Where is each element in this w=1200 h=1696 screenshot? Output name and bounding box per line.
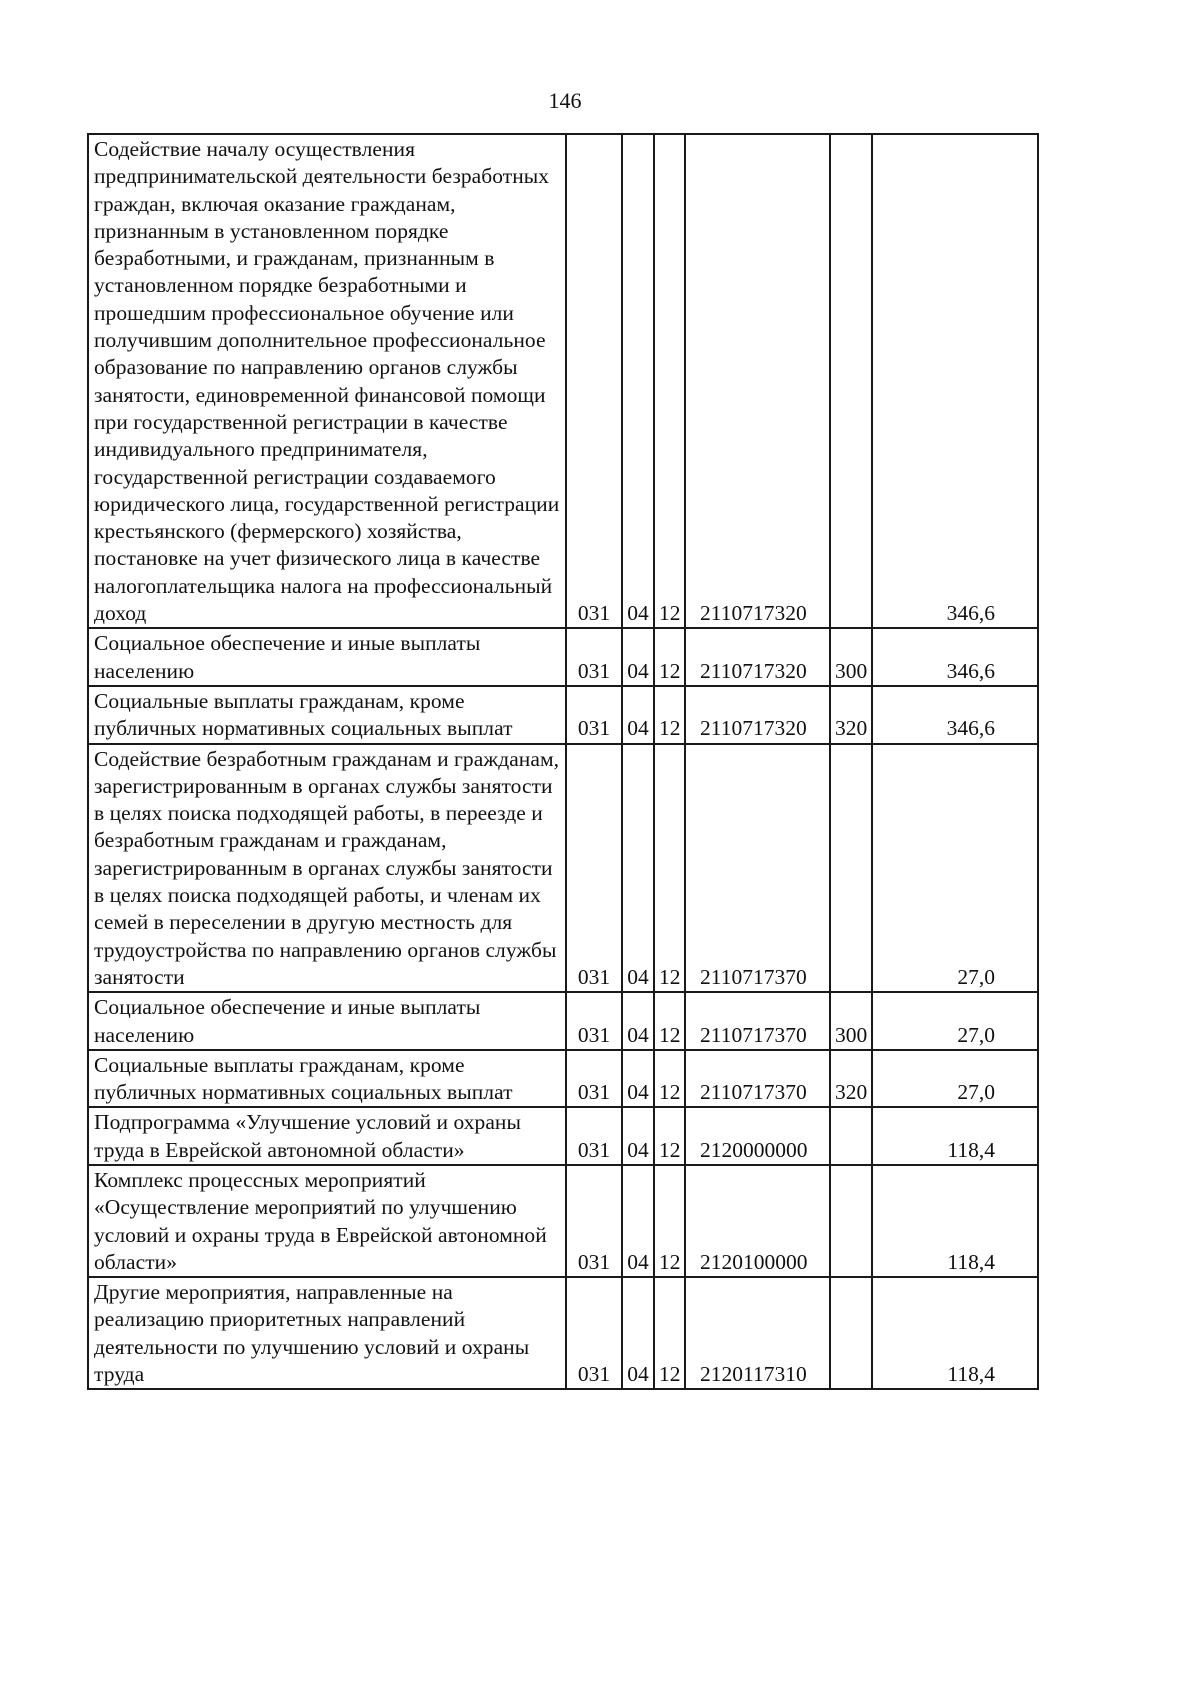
target-article-code: 2110717320 xyxy=(685,686,830,744)
amount: 27,0 xyxy=(872,1050,1038,1108)
table-row xyxy=(88,1165,1038,1277)
ved-code: 031 xyxy=(566,1107,622,1165)
amount: 118,4 xyxy=(872,1107,1038,1165)
target-article-code: 2110717320 xyxy=(685,628,830,686)
ved-code: 031 xyxy=(566,1050,622,1108)
target-article-code: 2120117310 xyxy=(685,1277,830,1389)
expense-type-code xyxy=(830,744,872,993)
subsection-code: 12 xyxy=(654,1277,685,1389)
expense-type-code xyxy=(830,134,872,628)
ved-code: 031 xyxy=(566,992,622,1050)
target-article-code: 2110717320 xyxy=(685,134,830,628)
section-code: 04 xyxy=(622,1107,654,1165)
amount: 346,6 xyxy=(872,134,1038,628)
section-code: 04 xyxy=(622,134,654,628)
table-row xyxy=(88,134,1038,628)
section-code: 04 xyxy=(622,992,654,1050)
expense-type-code xyxy=(830,1107,872,1165)
section-code: 04 xyxy=(622,686,654,744)
target-article-code: 2120100000 xyxy=(685,1165,830,1277)
table-row xyxy=(88,1107,1038,1165)
table-row xyxy=(88,686,1038,744)
row-name: Социальное обеспечение и иные выплаты населению xyxy=(88,628,566,686)
row-name: Содействие безработным гражданам и гражданам, зарегистрированным в органах службы занятости в целях поиска подходящей работы, в переезде и безработным гражданам и гражданам, зарегистрированным в органах службы занятости в целях поиска подходящей работы, и членам их семей в переселении в другую местность для трудоустройства по направлению органов службы занятости xyxy=(88,744,566,993)
subsection-code: 12 xyxy=(654,686,685,744)
target-article-code: 2120000000 xyxy=(685,1107,830,1165)
table-row xyxy=(88,992,1038,1050)
amount: 346,6 xyxy=(872,686,1038,744)
subsection-code: 12 xyxy=(654,628,685,686)
target-article-code: 2110717370 xyxy=(685,1050,830,1108)
subsection-code: 12 xyxy=(654,992,685,1050)
section-code: 04 xyxy=(622,1050,654,1108)
expense-type-code xyxy=(830,1165,872,1277)
subsection-code: 12 xyxy=(654,1107,685,1165)
table-row xyxy=(88,1050,1038,1108)
expense-type-code: 320 xyxy=(830,1050,872,1108)
section-code: 04 xyxy=(622,744,654,993)
row-name: Подпрограмма «Улучшение условий и охраны труда в Еврейской автономной области» xyxy=(88,1107,566,1165)
section-code: 04 xyxy=(622,1165,654,1277)
section-code: 04 xyxy=(622,1277,654,1389)
budget-table xyxy=(87,133,1039,1390)
page-number: 146 xyxy=(548,88,582,113)
ved-code: 031 xyxy=(566,1277,622,1389)
subsection-code: 12 xyxy=(654,1050,685,1108)
subsection-code: 12 xyxy=(654,744,685,993)
expense-type-code: 320 xyxy=(830,686,872,744)
amount: 27,0 xyxy=(872,992,1038,1050)
subsection-code: 12 xyxy=(654,1165,685,1277)
ved-code: 031 xyxy=(566,1165,622,1277)
amount: 346,6 xyxy=(872,628,1038,686)
section-code: 04 xyxy=(622,628,654,686)
ved-code: 031 xyxy=(566,134,622,628)
row-name: Комплекс процессных мероприятий «Осуществление мероприятий по улучшению условий и охраны труда в Еврейской автономной области» xyxy=(88,1165,566,1277)
row-name: Социальное обеспечение и иные выплаты населению xyxy=(88,992,566,1050)
expense-type-code: 300 xyxy=(830,992,872,1050)
ved-code: 031 xyxy=(566,628,622,686)
table-row xyxy=(88,1277,1038,1389)
expense-type-code: 300 xyxy=(830,628,872,686)
expense-type-code xyxy=(830,1277,872,1389)
subsection-code: 12 xyxy=(654,134,685,628)
target-article-code: 2110717370 xyxy=(685,992,830,1050)
amount: 118,4 xyxy=(872,1277,1038,1389)
row-name: Другие мероприятия, направленные на реализацию приоритетных направлений деятельности по улучшению условий и охраны труда xyxy=(88,1277,566,1389)
ved-code: 031 xyxy=(566,686,622,744)
amount: 27,0 xyxy=(872,744,1038,993)
row-name: Социальные выплаты гражданам, кроме публичных нормативных социальных выплат xyxy=(88,686,566,744)
row-name: Содействие началу осуществления предпринимательской деятельности безработных граждан, включая оказание гражданам, признанным в установленном порядке безработными, и гражданам, признанным в установленном порядке безработными и прошедшим профессиональное обучение или получившим дополнительное профессиональное образование по направлению органов службы занятости, единовременной финансовой помощи при государственной регистрации в качестве индивидуального предпринимателя, государственной регистрации создаваемого юридического лица, государственной регистрации крестьянского (фермерского) хозяйства, постановке на учет физического лица в качестве налогоплательщика налога на профессиональный доход xyxy=(88,134,566,628)
table-row xyxy=(88,744,1038,993)
target-article-code: 2110717370 xyxy=(685,744,830,993)
ved-code: 031 xyxy=(566,744,622,993)
amount: 118,4 xyxy=(872,1165,1038,1277)
table-row xyxy=(88,628,1038,686)
row-name: Социальные выплаты гражданам, кроме публичных нормативных социальных выплат xyxy=(88,1050,566,1108)
